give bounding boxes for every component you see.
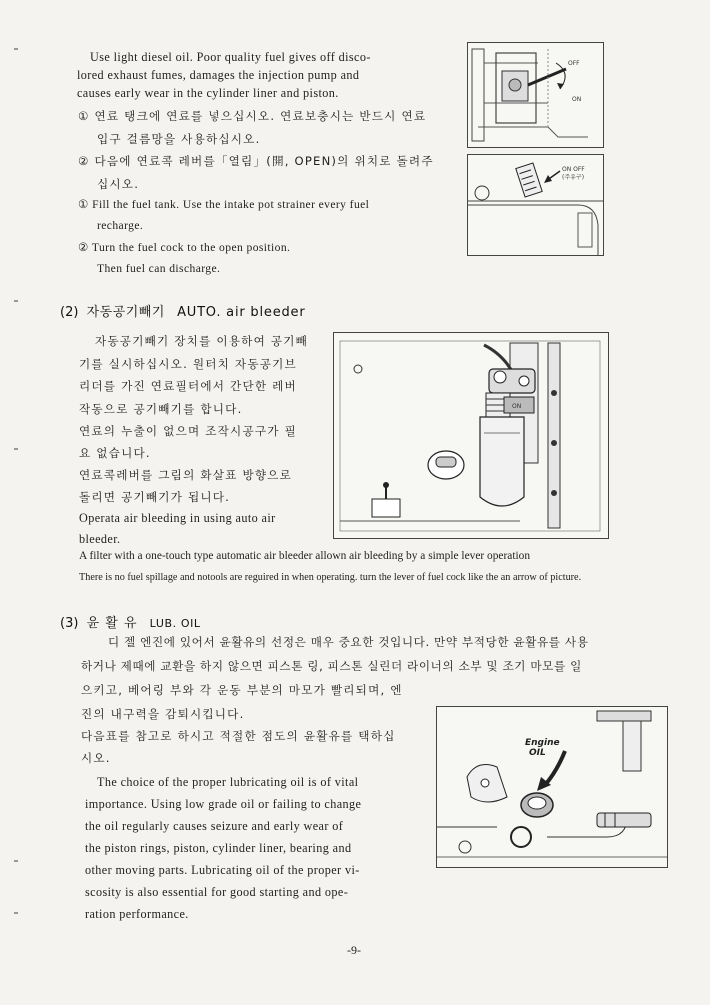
section3-en-line: scosity is also essential for good starting and ope-: [85, 885, 349, 899]
section3-en-line: The choice of the proper lubricating oil is of vital: [97, 775, 359, 789]
section2-ko-line: 작동으로 공기빼기를 합니다.: [79, 402, 243, 416]
section3-ko-line: 시오.: [81, 751, 111, 765]
strainer-label: (주유구): [562, 174, 585, 181]
section2-ko-line: 자동공기빼기 장치를 이용하여 공기빼: [95, 334, 309, 348]
section2-ko-line: 리더를 가진 연료필터에서 간단한 레버: [79, 379, 297, 393]
fuel-en-line: causes early wear in the cylinder liner and piston.: [77, 86, 339, 100]
section3-ko-line: 진의 내구력을 감퇴시킵니다.: [81, 707, 245, 721]
fuel-en-step2: ② Turn the fuel cock to the open position.: [78, 241, 291, 254]
section3-ko-line: 다음표를 참고로 하시고 적절한 점도의 윤활유를 택하십: [81, 729, 396, 743]
section2-title-en: AUTO. air bleeder: [177, 305, 306, 320]
section3-heading: [60, 612, 201, 631]
section2-en-line: There is no fuel spillage and notools are reguired in when operating. turn the lever of fuel cock like the an arrow of picture.: [79, 572, 582, 583]
fuel-cock-figure: [467, 42, 604, 148]
margin-mark: [14, 448, 18, 450]
margin-mark: [14, 860, 18, 862]
section3-en-line: importance. Using low grade oil or failing to change: [85, 797, 362, 811]
section2-en-line: A filter with a one-touch type automatic air bleeder allown air bleeding by a simple lever operation: [79, 550, 531, 562]
section3-ko-line: 디 젤 엔진에 있어서 윤활유의 선정은 매우 중요한 것입니다. 만약 부적당한 윤활유를 사용: [108, 635, 589, 649]
section3-title-ko: 윤 활 유: [86, 616, 138, 631]
fuel-en-step2-cont: Then fuel can discharge.: [97, 262, 221, 275]
fuel-lever-on-label: ON: [572, 96, 582, 103]
fuel-strainer-figure: [467, 154, 604, 256]
fuel-ko-step1-cont: 입구 걸름망을 사용하십시오.: [97, 132, 261, 146]
fuel-en-step1-cont: recharge.: [97, 219, 144, 232]
fuel-lever-off-label: OFF: [568, 60, 580, 67]
engine-oil-label: Engine OIL: [525, 738, 560, 758]
section2-ko-line: 돌리면 공기빼기가 됩니다.: [79, 490, 231, 504]
bleeder-mark: ON: [512, 403, 522, 410]
section3-ko-line: 하거나 제때에 교환을 하지 않으면 피스톤 링, 피스톤 실린더 라이너의 소부 및 조기 마모를 일: [81, 659, 582, 673]
fuel-ko-step1: ① 연료 탱크에 연료를 넣으십시오. 연료보충시는 반드시 연료: [78, 109, 427, 123]
margin-mark: [14, 912, 18, 914]
section2-heading: [60, 301, 306, 320]
section2-en-line: Operata air bleeding in using auto air: [79, 511, 276, 525]
margin-mark: [14, 48, 18, 50]
section3-en-line: the oil regularly causes seizure and early wear of: [85, 819, 344, 833]
fuel-ko-step2: ② 다음에 연료콕 레버를「열림」(開, OPEN)의 위치로 돌려주: [78, 154, 434, 168]
fuel-en-step1: ① Fill the fuel tank. Use the intake pot strainer every fuel: [78, 198, 370, 211]
section3-title-en: LUB. OIL: [149, 617, 201, 630]
margin-mark: [14, 300, 18, 302]
section2-ko-line: 연료콕레버를 그림의 화살표 방향으로: [79, 468, 293, 482]
section3-ko-line: 으키고, 베어링 부와 각 운동 부분의 마모가 빨리되며, 엔: [81, 683, 403, 697]
section2-en-line: bleeder.: [79, 532, 121, 546]
section3-en-line: other moving parts. Lubricating oil of the proper vi-: [85, 863, 360, 877]
section3-number: (3): [60, 616, 79, 631]
section3-en-line: the piston rings, piston, cylinder liner, bearing and: [85, 841, 352, 855]
section2-number: (2): [60, 305, 79, 320]
section2-title-ko: 자동공기빼기: [86, 305, 165, 320]
engine-oil-figure: [436, 706, 668, 868]
air-bleeder-figure: [333, 332, 609, 539]
strainer-label: ON OFF: [562, 166, 585, 173]
fuel-ko-step2-cont: 십시오.: [97, 177, 140, 191]
section2-ko-line: 요 없습니다.: [79, 446, 151, 460]
section2-ko-line: 기를 실시하십시오. 원터치 자동공기브: [79, 357, 297, 371]
fuel-en-line: lored exhaust fumes, damages the injection pump and: [77, 68, 360, 82]
section2-ko-line: 연료의 누출이 없으며 조작시공구가 필: [79, 424, 297, 438]
section3-en-line: ration performance.: [85, 907, 189, 921]
page-number: -9-: [347, 943, 361, 957]
fuel-en-line: Use light diesel oil. Poor quality fuel gives off disco-: [90, 50, 371, 64]
